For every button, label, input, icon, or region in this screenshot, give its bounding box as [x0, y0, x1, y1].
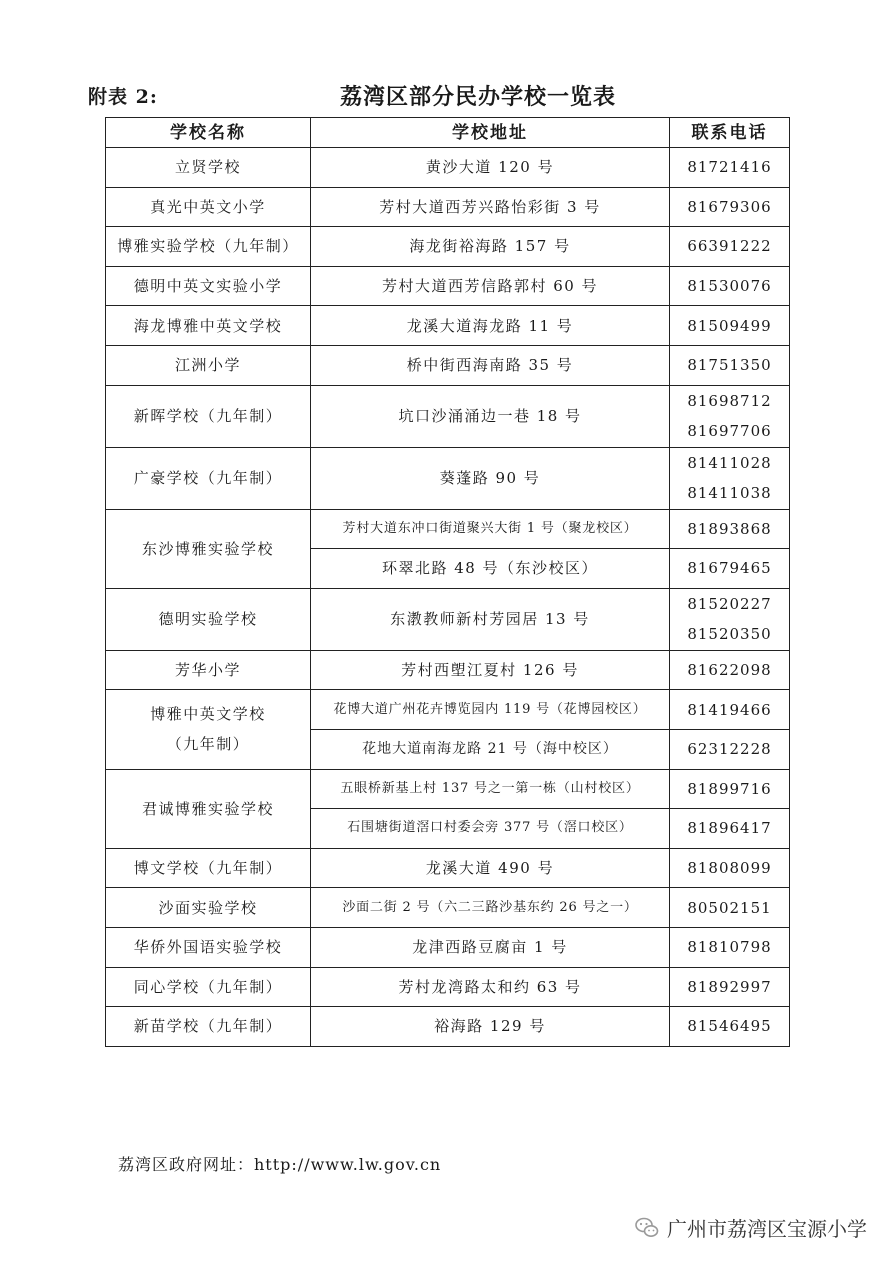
- column-header-address: 学校地址: [311, 118, 670, 148]
- school-name: 博文学校（九年制）: [106, 848, 311, 888]
- school-phone: 62312228: [670, 729, 790, 769]
- school-address: 五眼桥新基上村 137 号之一第一栋（山村校区）: [311, 769, 670, 809]
- table-row: [106, 848, 790, 888]
- watermark-text: 广州市荔湾区宝源小学: [667, 1217, 867, 1241]
- school-name: 德明中英文实验小学: [106, 266, 311, 306]
- school-name: 广豪学校（九年制）: [106, 447, 311, 509]
- school-address: 海龙街裕海路 157 号: [311, 227, 670, 267]
- government-website: 荔湾区政府网址：http://www.lw.gov.cn: [118, 1155, 442, 1174]
- school-name: 新苗学校（九年制）: [106, 1007, 311, 1047]
- school-name-line: 博雅中英文学校: [150, 705, 266, 724]
- table-row: [106, 509, 790, 549]
- school-name: 新晖学校（九年制）: [106, 385, 311, 447]
- school-name: 沙面实验学校: [106, 888, 311, 928]
- school-phone: 80502151: [670, 888, 790, 928]
- school-name: [106, 690, 311, 769]
- school-address: 石围塘街道滘口村委会旁 377 号（滘口校区）: [311, 809, 670, 849]
- school-name: 东沙博雅实验学校: [106, 509, 311, 588]
- school-name: 海龙博雅中英文学校: [106, 306, 311, 346]
- school-address: 芳村大道西芳信路郭村 60 号: [311, 266, 670, 306]
- school-address: 龙津西路豆腐亩 1 号: [311, 927, 670, 967]
- school-name: 君诚博雅实验学校: [106, 769, 311, 848]
- table-row: [106, 690, 790, 730]
- school-name: 博雅实验学校（九年制）: [106, 227, 311, 267]
- page-title: 荔湾区部分民办学校一览表: [340, 84, 617, 110]
- table-row: [106, 927, 790, 967]
- table-row: [106, 967, 790, 1007]
- school-phone-pair: [670, 447, 790, 509]
- school-phone: 81622098: [670, 650, 790, 690]
- wechat-icon: [635, 1217, 659, 1239]
- school-phone: 81546495: [670, 1007, 790, 1047]
- school-address: 芳村龙湾路太和约 63 号: [311, 967, 670, 1007]
- school-address: 芳村西塱江夏村 126 号: [311, 650, 670, 690]
- school-phone: 81411038: [687, 484, 772, 503]
- table-header-row: [106, 118, 790, 148]
- school-phone: 81520350: [687, 625, 772, 644]
- school-phone: 81419466: [670, 690, 790, 730]
- column-header-phone: 联系电话: [670, 118, 790, 148]
- school-address: 坑口沙涌涌边一巷 18 号: [311, 385, 670, 447]
- school-address: 芳村大道西芳兴路怡彩街 3 号: [311, 187, 670, 227]
- table-row: [106, 385, 790, 447]
- table-row: [106, 266, 790, 306]
- school-address: 裕海路 129 号: [311, 1007, 670, 1047]
- school-address: 龙溪大道海龙路 11 号: [311, 306, 670, 346]
- school-phone: 81892997: [670, 967, 790, 1007]
- school-address: 黄沙大道 120 号: [311, 148, 670, 188]
- school-phone: 81698712: [687, 392, 772, 411]
- school-phone: 81808099: [670, 848, 790, 888]
- school-name: 立贤学校: [106, 148, 311, 188]
- school-phone: 81751350: [670, 345, 790, 385]
- table-row: [106, 588, 790, 650]
- table-row: [106, 345, 790, 385]
- table-row: [106, 148, 790, 188]
- school-name-line: （九年制）: [166, 735, 250, 754]
- school-name: 华侨外国语实验学校: [106, 927, 311, 967]
- school-phone: 81810798: [670, 927, 790, 967]
- table-row: [106, 888, 790, 928]
- school-address: 东漖教师新村芳园居 13 号: [311, 588, 670, 650]
- table-row: [106, 769, 790, 809]
- school-name: 江洲小学: [106, 345, 311, 385]
- school-phone: 81899716: [670, 769, 790, 809]
- table-row: [106, 1007, 790, 1047]
- column-header-name: 学校名称: [106, 118, 311, 148]
- school-name: 真光中英文小学: [106, 187, 311, 227]
- school-phone: 81893868: [670, 509, 790, 549]
- school-address: 龙溪大道 490 号: [311, 848, 670, 888]
- school-address: 葵蓬路 90 号: [311, 447, 670, 509]
- school-address: 花博大道广州花卉博览园内 119 号（花博园校区）: [311, 690, 670, 730]
- school-phone: 81530076: [670, 266, 790, 306]
- school-name: 德明实验学校: [106, 588, 311, 650]
- school-phone: 81509499: [670, 306, 790, 346]
- school-address: 花地大道南海龙路 21 号（海中校区）: [311, 729, 670, 769]
- table-row: [106, 227, 790, 267]
- table-row: [106, 187, 790, 227]
- school-name: 芳华小学: [106, 650, 311, 690]
- school-phone: 66391222: [670, 227, 790, 267]
- wechat-watermark: [635, 1213, 867, 1242]
- school-phone: 81520227: [687, 595, 772, 614]
- school-phone: 81411028: [687, 454, 772, 473]
- appendix-label: 附表 2:: [88, 86, 158, 108]
- school-phone-pair: [670, 588, 790, 650]
- school-address: 桥中街西海南路 35 号: [311, 345, 670, 385]
- school-phone: 81697706: [687, 422, 772, 441]
- table-row: [106, 306, 790, 346]
- school-phone: 81896417: [670, 809, 790, 849]
- school-address: 沙面二街 2 号（六二三路沙基东约 26 号之一）: [311, 888, 670, 928]
- schools-table: [105, 117, 790, 1047]
- school-name: 同心学校（九年制）: [106, 967, 311, 1007]
- school-phone-pair: [670, 385, 790, 447]
- table-row: [106, 650, 790, 690]
- school-phone: 81679465: [670, 549, 790, 589]
- school-address: 芳村大道东冲口街道聚兴大街 1 号（聚龙校区）: [311, 509, 670, 549]
- school-phone: 81679306: [670, 187, 790, 227]
- school-phone: 81721416: [670, 148, 790, 188]
- school-address: 环翠北路 48 号（东沙校区）: [311, 549, 670, 589]
- table-row: [106, 447, 790, 509]
